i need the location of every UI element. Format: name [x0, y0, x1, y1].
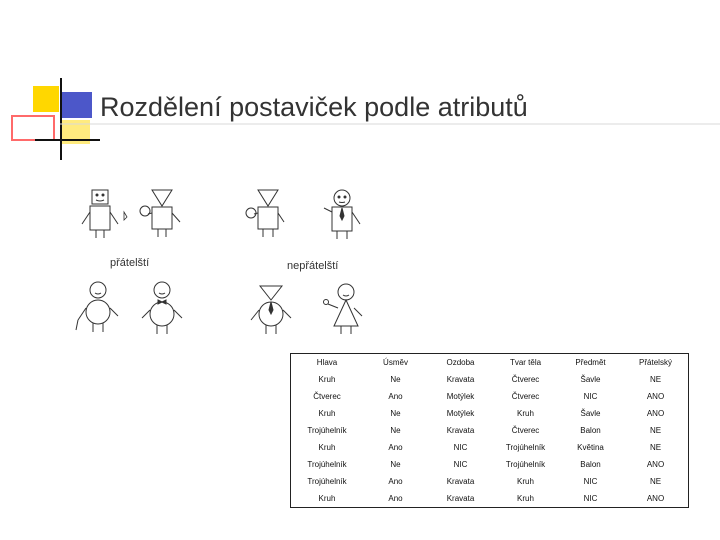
table-cell: Ne [390, 409, 401, 418]
table-cell: Šavle [580, 409, 601, 418]
figure-triangle-head-balloon [140, 190, 180, 237]
header-cell: Předmět [575, 358, 606, 367]
table-cell: Čtverec [511, 392, 540, 401]
table-cell: Ano [388, 443, 403, 452]
table-cell: ANO [646, 460, 665, 469]
header-cell: Ozdoba [446, 358, 475, 367]
table-cell: Kruh [517, 409, 534, 418]
label-unfriendly: nepřátelští [287, 260, 339, 272]
header-cell: Tvar těla [509, 358, 542, 367]
table-cell: Květina [577, 443, 604, 452]
table-cell: Ano [388, 494, 403, 503]
attributes-table [290, 353, 689, 508]
table-cell: Motýlek [446, 392, 475, 401]
table-cell: NIC [583, 392, 598, 401]
table-cell: NE [649, 375, 662, 384]
table-row [291, 456, 689, 473]
table-cell: Trojúhelník [307, 460, 347, 469]
figure-square-head [82, 190, 118, 238]
table-cell: Motýlek [446, 409, 475, 418]
table-cell: Kruh [318, 494, 336, 503]
table-cell: Kruh [517, 477, 534, 486]
table-cell: NIC [453, 460, 468, 469]
table-cell: Trojúhelník [505, 443, 546, 452]
table-cell: Ano [388, 392, 403, 401]
table-cell: ANO [646, 494, 665, 503]
label-friendly: přátelští [110, 257, 150, 269]
table-cell: Kravata [446, 477, 475, 486]
table-cell: Ne [390, 375, 401, 384]
table-cell: Ne [390, 426, 401, 435]
table-cell: ANO [646, 392, 665, 401]
table-cell: NE [649, 426, 662, 435]
table-cell: Kravata [446, 426, 475, 435]
figure-triangle-body-flower [324, 284, 363, 334]
table-row [291, 422, 689, 439]
figure-round-body-bowtie [142, 282, 182, 334]
table-cell: Balon [580, 426, 601, 435]
table-cell: Čtverec [313, 392, 341, 401]
table-cell: Trojúhelník [505, 460, 546, 469]
table-cell: Trojúhelník [307, 477, 347, 486]
table-cell: Balon [580, 460, 601, 469]
table-cell: Kruh [517, 494, 534, 503]
table-cell: Trojúhelník [307, 426, 347, 435]
table-row [291, 473, 689, 490]
table-row [291, 405, 689, 422]
table-cell: Kruh [318, 375, 336, 384]
table-cell: ANO [646, 409, 665, 418]
header-cell: Úsměv [383, 358, 408, 367]
table-cell: Šavle [580, 375, 601, 384]
table-cell: NIC [583, 477, 598, 486]
table-row [291, 490, 689, 508]
table-cell: Čtverec [511, 426, 540, 435]
table-cell: Ne [390, 460, 401, 469]
table-cell: Kravata [446, 494, 475, 503]
table-cell: Kruh [318, 409, 336, 418]
table-cell: Čtverec [511, 375, 540, 384]
header-cell: Hlava [316, 358, 338, 367]
table-header-row [291, 354, 689, 372]
table-row [291, 388, 689, 405]
table-cell: NE [649, 477, 662, 486]
table-cell: Kravata [446, 375, 475, 384]
figure-round-body-sword [76, 282, 118, 332]
figure-round-head-tie [324, 190, 360, 239]
figure-triangle-head-balloon-2 [246, 190, 284, 237]
table-cell: Ano [388, 477, 403, 486]
table-row [291, 439, 689, 456]
table-cell: Kruh [318, 443, 336, 452]
table-cell: NIC [453, 443, 468, 452]
table-cell: NIC [583, 494, 598, 503]
table-row [291, 371, 689, 388]
slide-title: Rozdělení postaviček podle atributů [100, 92, 528, 122]
table-cell: NE [649, 443, 662, 452]
header-cell: Přátelský [639, 358, 672, 367]
figure-triangle-head-round-body [251, 286, 291, 334]
